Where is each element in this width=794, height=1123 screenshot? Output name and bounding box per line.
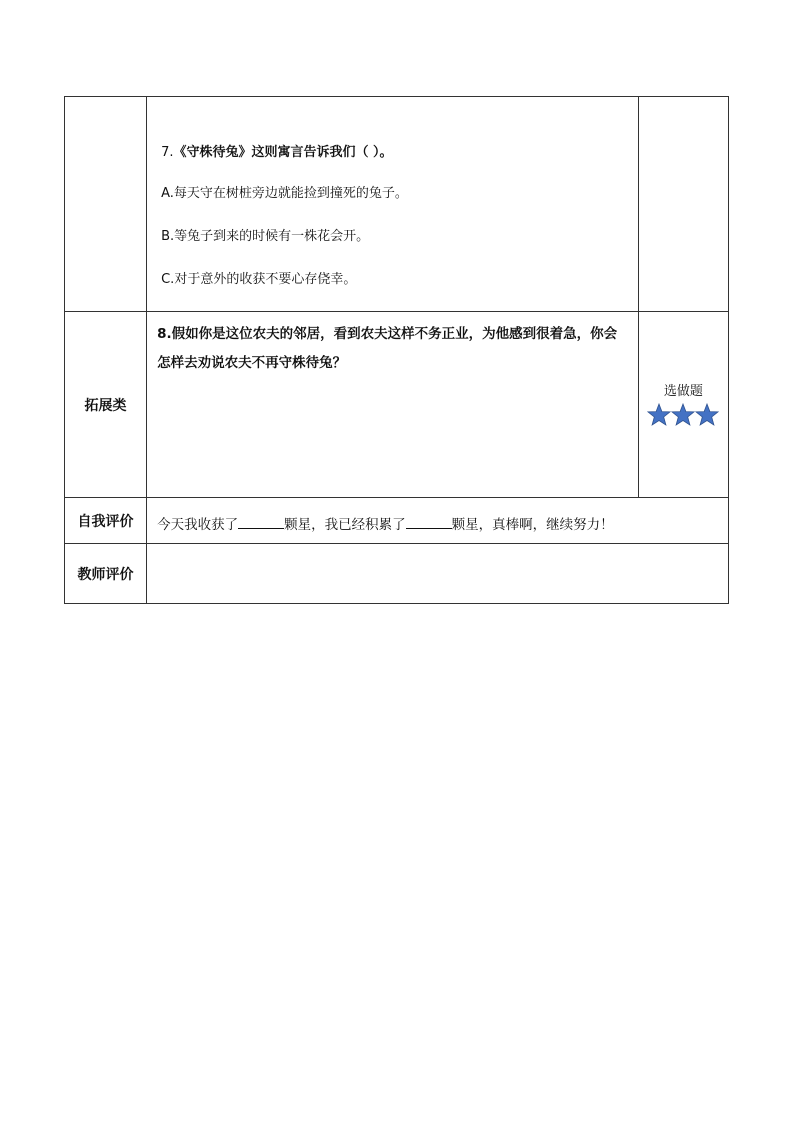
question-8-row (65, 312, 729, 498)
teacher-evaluation-cell[interactable] (147, 544, 729, 604)
question-number: 7. (161, 145, 174, 160)
self-evaluation-cell (147, 498, 729, 544)
star-icon (695, 403, 719, 427)
question-7-row (65, 97, 729, 312)
empty-category-cell (65, 97, 147, 312)
worksheet-table (64, 96, 729, 604)
teacher-evaluation-label: 教师评价 (65, 544, 147, 604)
rating-cell (638, 312, 728, 498)
optional-label: 选做题 (663, 384, 703, 399)
question-8-line-2: 怎样去劝说农夫不再守株待兔？ (157, 355, 347, 371)
stars-earned-blank[interactable] (238, 516, 284, 529)
stars-total-blank[interactable] (406, 516, 452, 529)
option-c: C.对于意外的收获不要心存侥幸。 (161, 272, 357, 287)
question-8-line-1: 8.假如你是这位农夫的邻居，看到农夫这样不务正业，为他感到很着急，你会 (157, 326, 618, 342)
question-7-stem (161, 141, 630, 160)
star-rating (639, 403, 728, 427)
teacher-evaluation-row (65, 544, 729, 604)
self-evaluation-row (65, 498, 729, 544)
question-8-cell (147, 312, 639, 498)
question-text: 《守株待兔》这则寓言告诉我们（ ）。 (173, 145, 393, 160)
self-eval-text-2: 颗星，我已经积累了 (284, 517, 406, 533)
self-evaluation-label: 自我评价 (65, 498, 147, 544)
star-icon (647, 403, 671, 427)
option-a: A.每天守在树桩旁边就能捡到撞死的兔子。 (161, 186, 408, 201)
empty-rating-cell (638, 97, 728, 312)
option-b: B.等兔子到来的时候有一株花会开。 (161, 229, 370, 244)
category-label: 拓展类 (65, 312, 147, 498)
star-icon (671, 403, 695, 427)
self-eval-text-1: 今天我收获了 (157, 517, 239, 533)
self-eval-text-3: 颗星，真棒啊，继续努力！ (451, 517, 614, 533)
question-7-cell (147, 97, 639, 312)
